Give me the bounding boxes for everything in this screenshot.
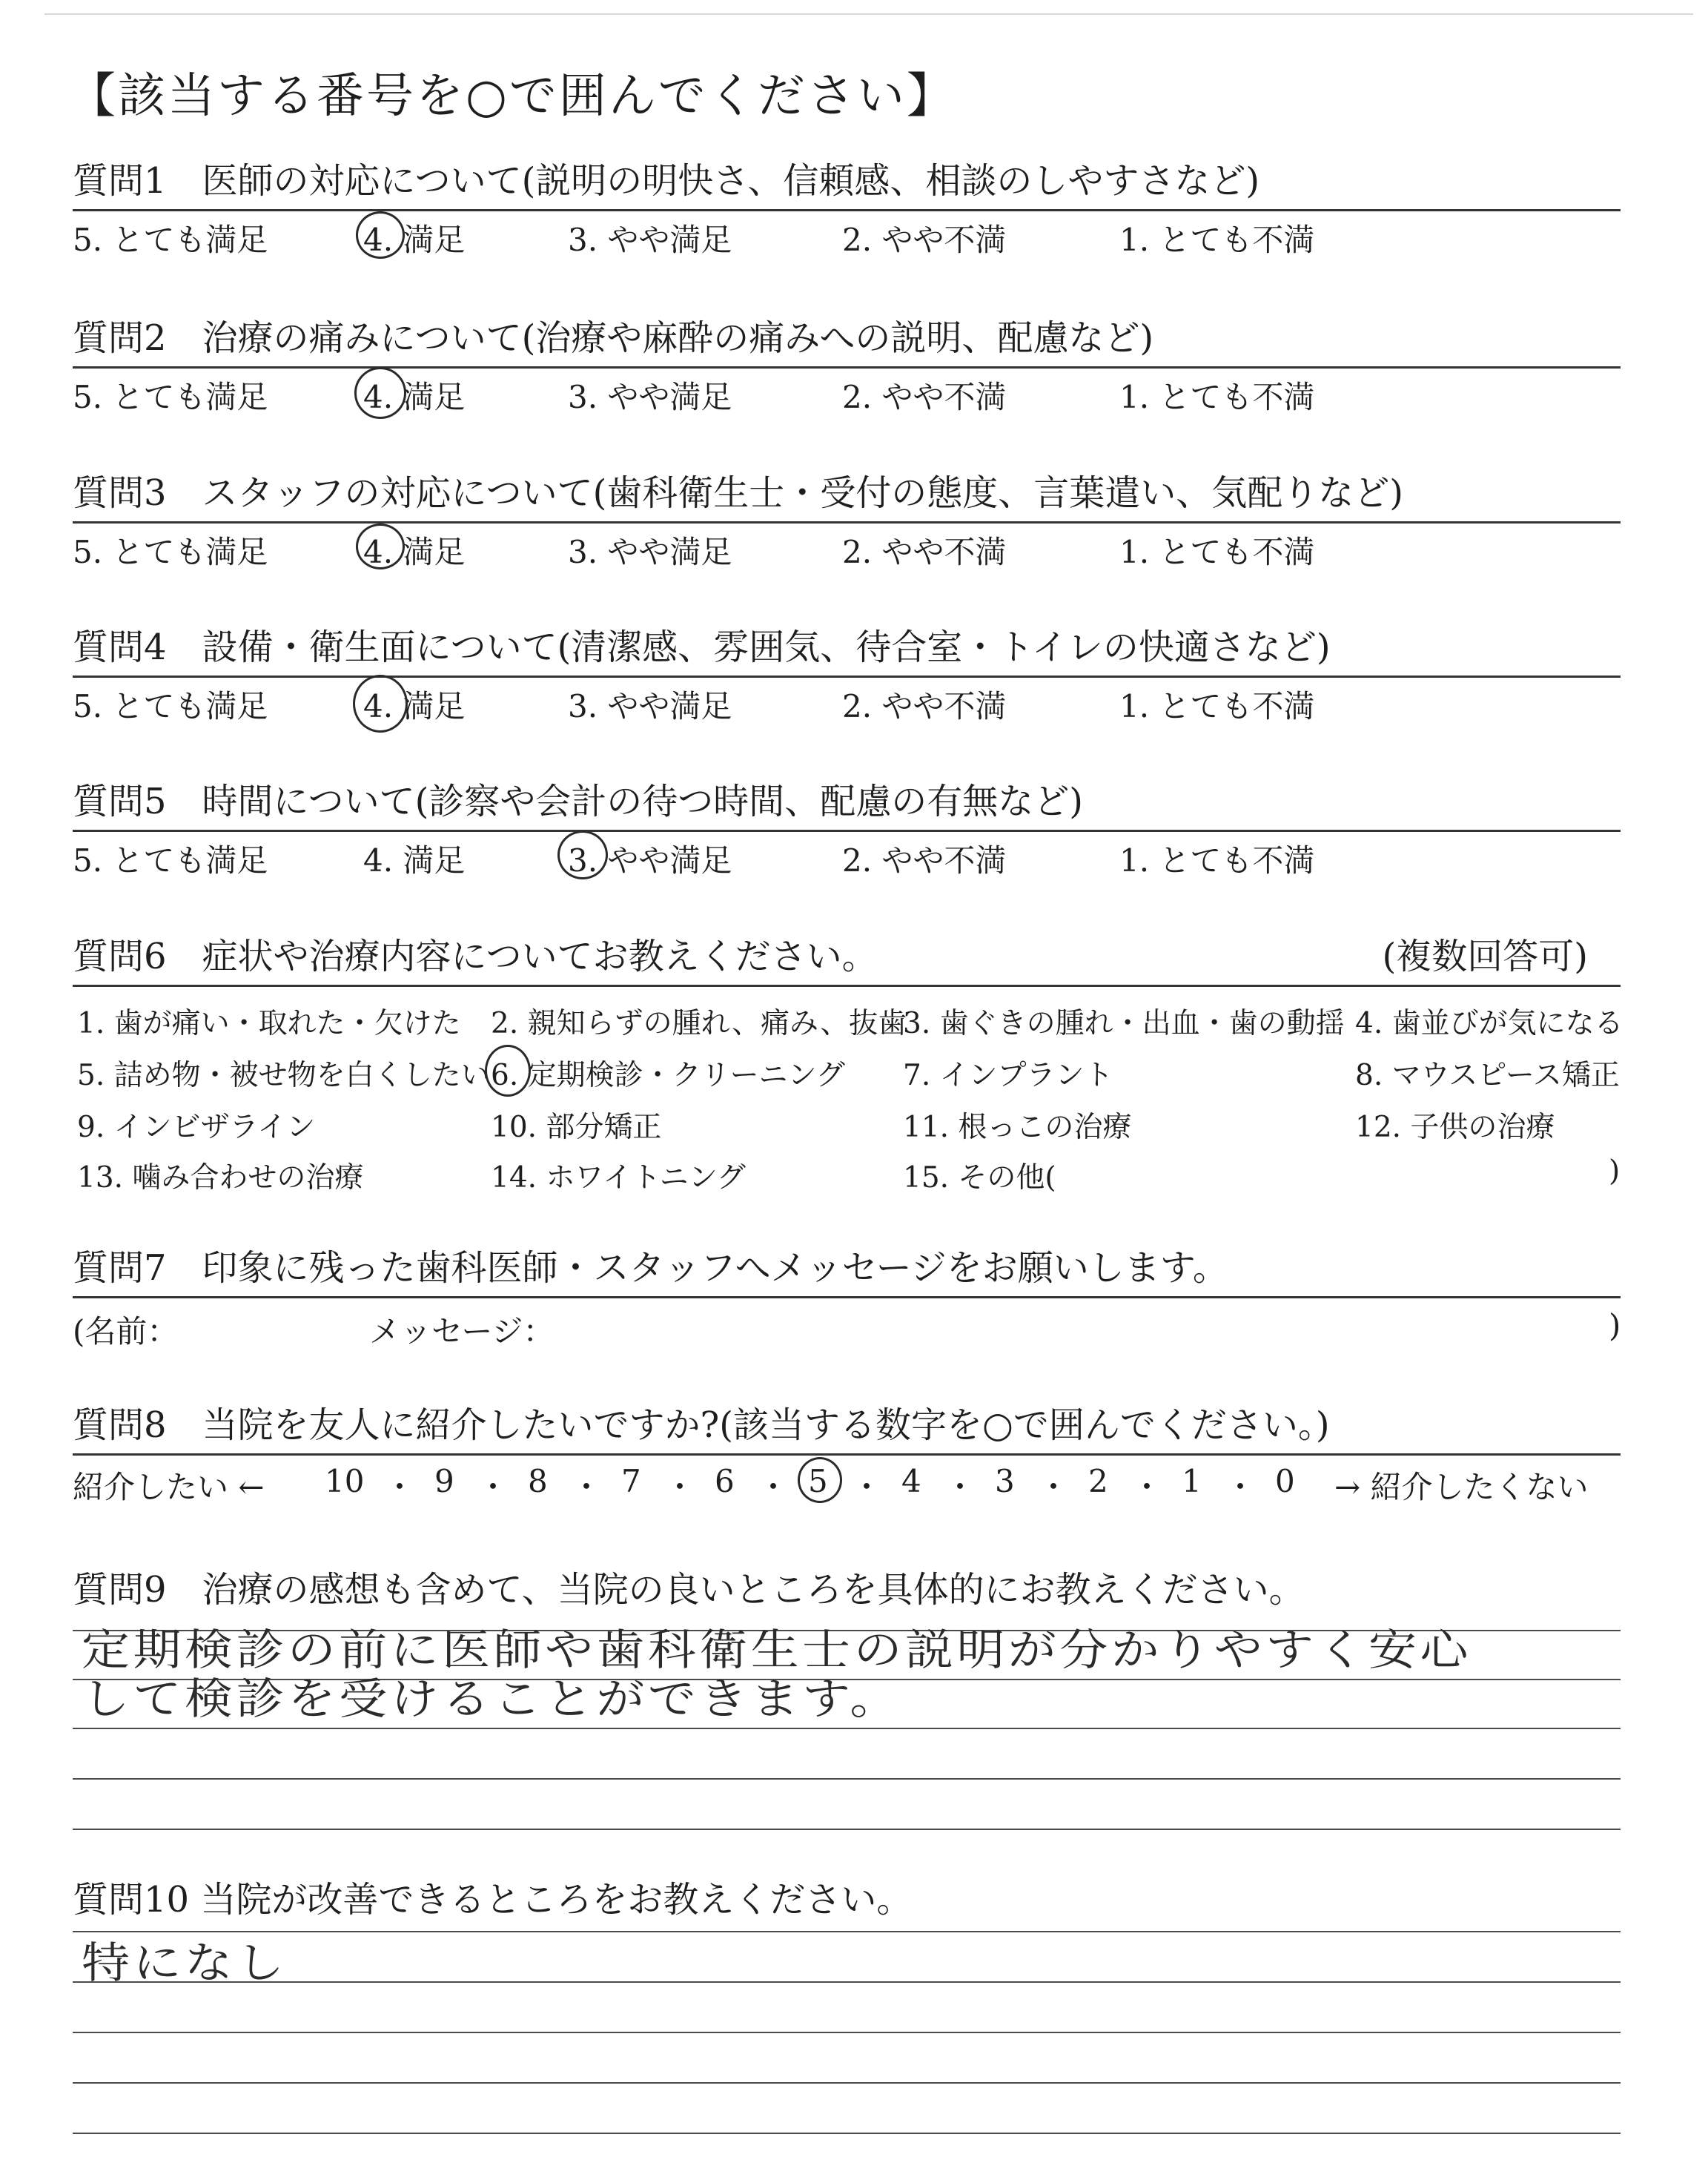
option-14[interactable]: 14. ホワイトニング [491, 1161, 746, 1195]
option-2[interactable]: 2. やや不満 [842, 842, 1007, 879]
scale-2[interactable]: 2 [1088, 1463, 1108, 1499]
option-5[interactable]: 5. とても満足 [73, 534, 268, 570]
form-title: 【該当する番号を○で囲んでください】 [68, 69, 956, 124]
scale-dot: ・ [944, 1469, 976, 1505]
question-8 [73, 1401, 1621, 1503]
selected-circle-q2 [354, 367, 406, 419]
option-4[interactable]: 4. 満足 [363, 842, 466, 879]
scale-dot: ・ [664, 1469, 696, 1505]
option-1[interactable]: 1. 歯が痛い・取れた・欠けた [77, 1007, 461, 1040]
option-1[interactable]: 1. とても不満 [1119, 534, 1315, 570]
question-1-label: 質問1 医師の対応について(説明の明快さ、信頼感、相談のしやすさなど) [73, 160, 1260, 202]
option-5[interactable]: 5. とても満足 [73, 379, 268, 415]
scale-dot: ・ [384, 1469, 416, 1505]
option-6[interactable]: 6. 定期検診・クリーニング [491, 1059, 845, 1092]
option-1[interactable]: 1. とても不満 [1119, 842, 1315, 879]
top-border [44, 13, 1693, 15]
option-3[interactable]: 3. やや満足 [568, 842, 732, 879]
option-12[interactable]: 12. 子供の治療 [1355, 1111, 1555, 1144]
question-10 [73, 1876, 1621, 1923]
scale-9[interactable]: 9 [434, 1463, 454, 1499]
scale-6[interactable]: 6 [715, 1463, 735, 1499]
message-close: ) [1609, 1307, 1621, 1344]
option-3[interactable]: 3. やや満足 [568, 379, 732, 415]
handwritten-answer-q9-line2: して検診を受けることができます。 [82, 1674, 901, 1724]
option-3[interactable]: 3. やや満足 [568, 534, 732, 570]
selected-circle-q4 [353, 675, 408, 733]
option-11[interactable]: 11. 根っこの治療 [903, 1111, 1132, 1144]
option-15-close: ) [1609, 1155, 1621, 1188]
question-5-label: 質問5 時間について(診察や会計の待つ時間、配慮の有無など) [73, 781, 1084, 822]
scale-right-label: → 紹介したくない [1334, 1469, 1589, 1505]
option-15[interactable]: 15. その他( [903, 1161, 1056, 1195]
answer-line [73, 2032, 1621, 2033]
question-5-options [73, 832, 1621, 879]
question-7 [73, 1244, 1621, 1350]
question-7-message-row [73, 1298, 1621, 1350]
option-7[interactable]: 7. インプラント [903, 1059, 1113, 1092]
option-5[interactable]: 5. とても満足 [73, 842, 268, 879]
option-8[interactable]: 8. マウスピース矯正 [1355, 1059, 1620, 1092]
answer-line [73, 1981, 1621, 1983]
answer-line [73, 2133, 1621, 2134]
answer-line [73, 1778, 1621, 1780]
question-2-label: 質問2 治療の痛みについて(治療や麻酔の痛みへの説明、配慮など) [73, 317, 1154, 359]
question-4-label: 質問4 設備・衛生面について(清潔感、雰囲気、待合室・トイレの快適さなど) [73, 627, 1331, 668]
question-3 [73, 469, 1621, 568]
option-1[interactable]: 1. とても不満 [1119, 688, 1315, 724]
scale-7[interactable]: 7 [621, 1463, 641, 1499]
question-2 [73, 314, 1621, 413]
message-label[interactable]: メッセージ： [369, 1313, 555, 1350]
scale-dot: ・ [758, 1469, 790, 1505]
scale-dot: ・ [1225, 1469, 1257, 1505]
answer-line [73, 1829, 1621, 1830]
option-9[interactable]: 9. インビザライン [77, 1111, 316, 1144]
scale-dot: ・ [851, 1469, 883, 1505]
option-4[interactable]: 4. 満足 [363, 534, 466, 570]
option-2[interactable]: 2. 親知らずの腫れ、痛み、抜歯 [491, 1007, 907, 1040]
option-1[interactable]: 1. とても不満 [1119, 222, 1315, 258]
question-2-options [73, 369, 1621, 413]
selected-circle-q5 [557, 830, 608, 879]
answer-line [73, 1728, 1621, 1729]
scale-8[interactable]: 8 [528, 1463, 548, 1499]
scale-dot: ・ [477, 1469, 509, 1505]
scale-0[interactable]: 0 [1275, 1463, 1295, 1499]
question-1-options [73, 211, 1621, 256]
option-4[interactable]: 4. 歯並びが気になる [1355, 1007, 1623, 1040]
option-4[interactable]: 4. 満足 [363, 222, 466, 258]
selected-circle-q3 [356, 524, 405, 569]
selected-circle-q6 [485, 1045, 531, 1097]
scale-10[interactable]: 10 [325, 1463, 365, 1499]
option-4[interactable]: 4. 満足 [363, 379, 466, 415]
option-5[interactable]: 5. 詰め物・被せ物を白くしたい [77, 1059, 490, 1092]
option-10[interactable]: 10. 部分矯正 [491, 1111, 662, 1144]
question-10-label: 質問10 当院が改善できるところをお教えください。 [73, 1879, 913, 1920]
scale-dot: ・ [1038, 1469, 1070, 1505]
question-9-label: 質問9 治療の感想も含めて、当院の良いところを具体的にお教えください。 [73, 1569, 1305, 1611]
name-label: (名前： [73, 1313, 179, 1350]
question-7-label: 質問7 印象に残った歯科医師・スタッフへメッセージをお願いします。 [73, 1247, 1228, 1289]
option-13[interactable]: 13. 噛み合わせの治療 [77, 1161, 364, 1195]
option-3[interactable]: 3. 歯ぐきの腫れ・出血・歯の動揺 [903, 1007, 1345, 1040]
scale-3[interactable]: 3 [995, 1463, 1015, 1499]
question-6 [73, 933, 1621, 1195]
option-2[interactable]: 2. やや不満 [842, 534, 1007, 570]
option-3[interactable]: 3. やや満足 [568, 688, 732, 724]
scale-dot: ・ [1131, 1469, 1163, 1505]
question-6-label: 質問6 症状や治療内容についてお教えください。 [73, 936, 878, 977]
question-6-options [73, 987, 1621, 1195]
selected-circle-q8 [798, 1457, 842, 1503]
question-1 [73, 157, 1621, 256]
question-4-options [73, 678, 1621, 722]
recommend-scale [73, 1456, 1621, 1503]
handwritten-answer-q10: 特になし [82, 1938, 288, 1988]
scale-1[interactable]: 1 [1182, 1463, 1202, 1499]
option-2[interactable]: 2. やや不満 [842, 222, 1007, 258]
answer-line [73, 2082, 1621, 2084]
option-5[interactable]: 5. とても満足 [73, 222, 268, 258]
question-4 [73, 624, 1621, 722]
option-2[interactable]: 2. やや不満 [842, 379, 1007, 415]
question-6-note: (複数回答可) [1382, 936, 1588, 977]
question-9 [73, 1566, 1621, 1614]
question-3-label: 質問3 スタッフの対応について(歯科衛生士・受付の態度、言葉遣い、気配りなど) [73, 472, 1404, 514]
answer-line [73, 1931, 1621, 1932]
question-3-options [73, 524, 1621, 568]
handwritten-answer-q9-line1: 定期検診の前に医師や歯科衛生士の説明が分かりやすく安心 [82, 1625, 1472, 1675]
scale-4[interactable]: 4 [901, 1463, 921, 1499]
scale-left-label: 紹介したい ← [73, 1469, 265, 1505]
selected-circle-q1 [356, 211, 405, 259]
option-3[interactable]: 3. やや満足 [568, 222, 732, 258]
question-8-label: 質問8 当院を友人に紹介したいですか?(該当する数字を○で囲んでください。) [73, 1404, 1330, 1446]
question-5 [73, 778, 1621, 879]
scale-5[interactable]: 5 [808, 1463, 828, 1499]
scale-dot: ・ [571, 1469, 603, 1505]
option-5[interactable]: 5. とても満足 [73, 688, 268, 724]
option-4[interactable]: 4. 満足 [363, 688, 466, 724]
option-2[interactable]: 2. やや不満 [842, 688, 1007, 724]
option-1[interactable]: 1. とても不満 [1119, 379, 1315, 415]
